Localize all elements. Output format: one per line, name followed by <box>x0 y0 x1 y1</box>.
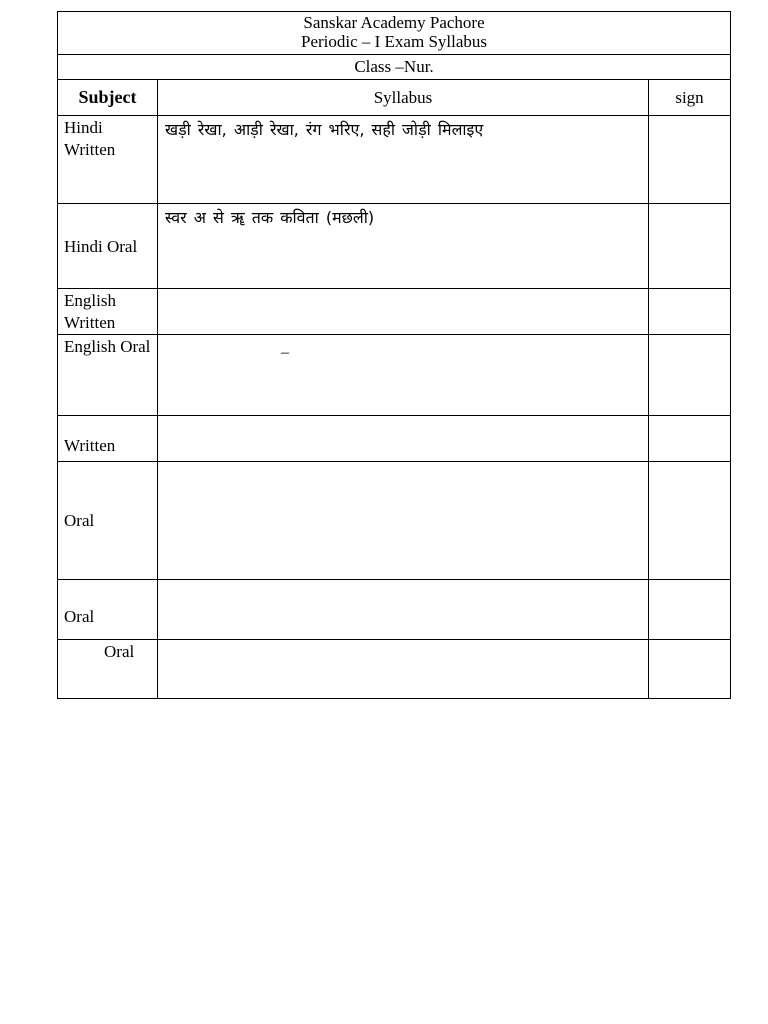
subject-cell: Written <box>58 416 158 462</box>
subject-cell: English Oral <box>58 335 158 416</box>
sign-cell <box>649 416 731 462</box>
syllabus-table <box>57 11 731 699</box>
table-row <box>58 335 731 416</box>
subject-cell: Hindi Oral <box>58 204 158 289</box>
syllabus-column-header: Syllabus <box>158 80 649 116</box>
table-row <box>58 116 731 204</box>
class-label: Class –Nur. <box>58 55 731 80</box>
syllabus-cell <box>158 416 649 462</box>
table-row <box>58 580 731 640</box>
subject-cell: Oral <box>58 462 158 580</box>
class-row <box>58 55 731 80</box>
sign-cell <box>649 335 731 416</box>
sign-cell <box>649 640 731 699</box>
syllabus-cell <box>158 580 649 640</box>
sign-column-header: sign <box>649 80 731 116</box>
subject-cell: Oral <box>58 580 158 640</box>
subject-column-header: Subject <box>58 80 158 116</box>
table-row <box>58 289 731 335</box>
school-name: Sanskar Academy Pachore <box>303 13 485 32</box>
syllabus-cell: – <box>158 335 649 416</box>
title-cell <box>58 12 731 55</box>
exam-title: Periodic – I Exam Syllabus <box>300 32 488 51</box>
subject-cell: English Written <box>58 289 158 335</box>
syllabus-cell <box>158 462 649 580</box>
table-row <box>58 462 731 580</box>
syllabus-cell: खड़ी रेखा, आड़ी रेखा, रंग भरिए, सही जोड़ी मिलाइए <box>158 116 649 204</box>
subject-cell: Oral <box>58 640 158 699</box>
title-row <box>58 12 731 55</box>
syllabus-cell <box>158 640 649 699</box>
table-row <box>58 416 731 462</box>
syllabus-cell: स्वर अ से ॠ तक कविता (मछली) <box>158 204 649 289</box>
sign-cell <box>649 580 731 640</box>
table-row <box>58 204 731 289</box>
sign-cell <box>649 289 731 335</box>
table-row <box>58 640 731 699</box>
sign-cell <box>649 462 731 580</box>
syllabus-cell <box>158 289 649 335</box>
subject-cell: Hindi Written <box>58 116 158 204</box>
sign-cell <box>649 204 731 289</box>
sign-cell <box>649 116 731 204</box>
header-row <box>58 80 731 116</box>
